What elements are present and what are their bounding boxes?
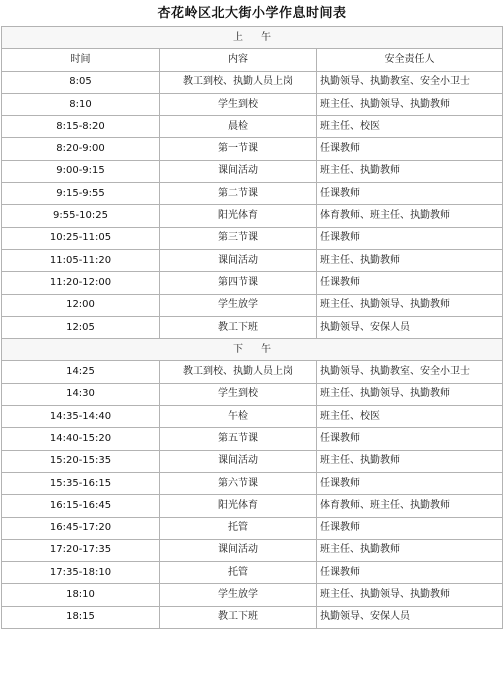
header-time: 时间	[2, 49, 160, 71]
table-row	[2, 71, 503, 93]
responsible-cell: 执勤领导、安保人员	[317, 606, 503, 628]
time-cell: 8:10	[2, 93, 160, 115]
table-row	[2, 450, 503, 472]
responsible-cell: 任课教师	[317, 227, 503, 249]
table-row	[2, 539, 503, 561]
table-row	[2, 517, 503, 539]
time-cell: 11:20-12:00	[2, 272, 160, 294]
time-cell: 12:00	[2, 294, 160, 316]
responsible-cell: 任课教师	[317, 183, 503, 205]
responsible-cell: 班主任、执勤教师	[317, 160, 503, 182]
responsible-cell: 班主任、执勤教师	[317, 539, 503, 561]
time-cell: 17:35-18:10	[2, 562, 160, 584]
responsible-cell: 执勤领导、执勤教室、安全小卫士	[317, 361, 503, 383]
time-cell: 12:05	[2, 316, 160, 338]
content-cell: 托管	[160, 517, 317, 539]
content-cell: 阳光体育	[160, 205, 317, 227]
responsible-cell: 任课教师	[317, 272, 503, 294]
content-cell: 课间活动	[160, 160, 317, 182]
responsible-cell: 任课教师	[317, 138, 503, 160]
session-label-morning: 上午	[2, 27, 503, 49]
content-cell: 学生放学	[160, 584, 317, 606]
time-cell: 8:05	[2, 71, 160, 93]
time-cell: 16:15-16:45	[2, 495, 160, 517]
content-cell: 学生放学	[160, 294, 317, 316]
responsible-cell: 执勤领导、安保人员	[317, 316, 503, 338]
content-cell: 课间活动	[160, 539, 317, 561]
header-responsible: 安全责任人	[317, 49, 503, 71]
content-cell: 第六节课	[160, 472, 317, 494]
time-cell: 18:10	[2, 584, 160, 606]
table-row	[2, 606, 503, 628]
schedule-body	[2, 1, 503, 629]
responsible-cell: 体育教师、班主任、执勤教师	[317, 205, 503, 227]
content-cell: 教工下班	[160, 606, 317, 628]
table-row	[2, 183, 503, 205]
time-cell: 14:30	[2, 383, 160, 405]
content-cell: 课间活动	[160, 450, 317, 472]
content-cell: 阳光体育	[160, 495, 317, 517]
responsible-cell: 班主任、执勤领导、执勤教师	[317, 93, 503, 115]
responsible-cell: 班主任、执勤教师	[317, 249, 503, 271]
content-cell: 第五节课	[160, 428, 317, 450]
session-label-afternoon: 下午	[2, 339, 503, 361]
time-cell: 8:20-9:00	[2, 138, 160, 160]
content-cell: 第三节课	[160, 227, 317, 249]
table-row	[2, 361, 503, 383]
responsible-cell: 班主任、执勤领导、执勤教师	[317, 383, 503, 405]
table-row	[2, 294, 503, 316]
responsible-cell: 任课教师	[317, 517, 503, 539]
time-cell: 10:25-11:05	[2, 227, 160, 249]
time-cell: 14:40-15:20	[2, 428, 160, 450]
table-row	[2, 160, 503, 182]
time-cell: 14:35-14:40	[2, 406, 160, 428]
content-cell: 第二节课	[160, 183, 317, 205]
session-row-afternoon	[2, 339, 503, 361]
content-cell: 教工到校、执勤人员上岗	[160, 71, 317, 93]
responsible-cell: 班主任、执勤领导、执勤教师	[317, 294, 503, 316]
content-cell: 第一节课	[160, 138, 317, 160]
content-cell: 教工到校、执勤人员上岗	[160, 361, 317, 383]
session-row-morning	[2, 27, 503, 49]
table-row	[2, 406, 503, 428]
time-cell: 14:25	[2, 361, 160, 383]
content-cell: 学生到校	[160, 93, 317, 115]
time-cell: 18:15	[2, 606, 160, 628]
header-content: 内容	[160, 49, 317, 71]
table-row	[2, 272, 503, 294]
time-cell: 17:20-17:35	[2, 539, 160, 561]
responsible-cell: 班主任、执勤教师	[317, 450, 503, 472]
content-cell: 第四节课	[160, 272, 317, 294]
table-row	[2, 205, 503, 227]
table-row	[2, 495, 503, 517]
table-row	[2, 383, 503, 405]
responsible-cell: 任课教师	[317, 428, 503, 450]
page-title: 杏花岭区北大街小学作息时间表	[2, 1, 503, 27]
time-cell: 9:55-10:25	[2, 205, 160, 227]
responsible-cell: 执勤领导、执勤教室、安全小卫士	[317, 71, 503, 93]
responsible-cell: 班主任、执勤领导、执勤教师	[317, 584, 503, 606]
table-row	[2, 93, 503, 115]
time-cell: 9:15-9:55	[2, 183, 160, 205]
table-row	[2, 472, 503, 494]
table-row	[2, 138, 503, 160]
table-row	[2, 562, 503, 584]
time-cell: 16:45-17:20	[2, 517, 160, 539]
table-row	[2, 227, 503, 249]
time-cell: 9:00-9:15	[2, 160, 160, 182]
content-cell: 晨检	[160, 116, 317, 138]
time-cell: 15:20-15:35	[2, 450, 160, 472]
time-cell: 11:05-11:20	[2, 249, 160, 271]
table-row	[2, 428, 503, 450]
content-cell: 教工下班	[160, 316, 317, 338]
content-cell: 午检	[160, 406, 317, 428]
responsible-cell: 班主任、校医	[317, 406, 503, 428]
table-row	[2, 116, 503, 138]
time-cell: 8:15-8:20	[2, 116, 160, 138]
responsible-cell: 体育教师、班主任、执勤教师	[317, 495, 503, 517]
content-cell: 课间活动	[160, 249, 317, 271]
responsible-cell: 任课教师	[317, 472, 503, 494]
responsible-cell: 班主任、校医	[317, 116, 503, 138]
header-row	[2, 49, 503, 71]
table-row	[2, 584, 503, 606]
schedule-table	[1, 1, 503, 629]
table-row	[2, 316, 503, 338]
time-cell: 15:35-16:15	[2, 472, 160, 494]
content-cell: 托管	[160, 562, 317, 584]
content-cell: 学生到校	[160, 383, 317, 405]
responsible-cell: 任课教师	[317, 562, 503, 584]
title-row	[2, 1, 503, 27]
table-row	[2, 249, 503, 271]
